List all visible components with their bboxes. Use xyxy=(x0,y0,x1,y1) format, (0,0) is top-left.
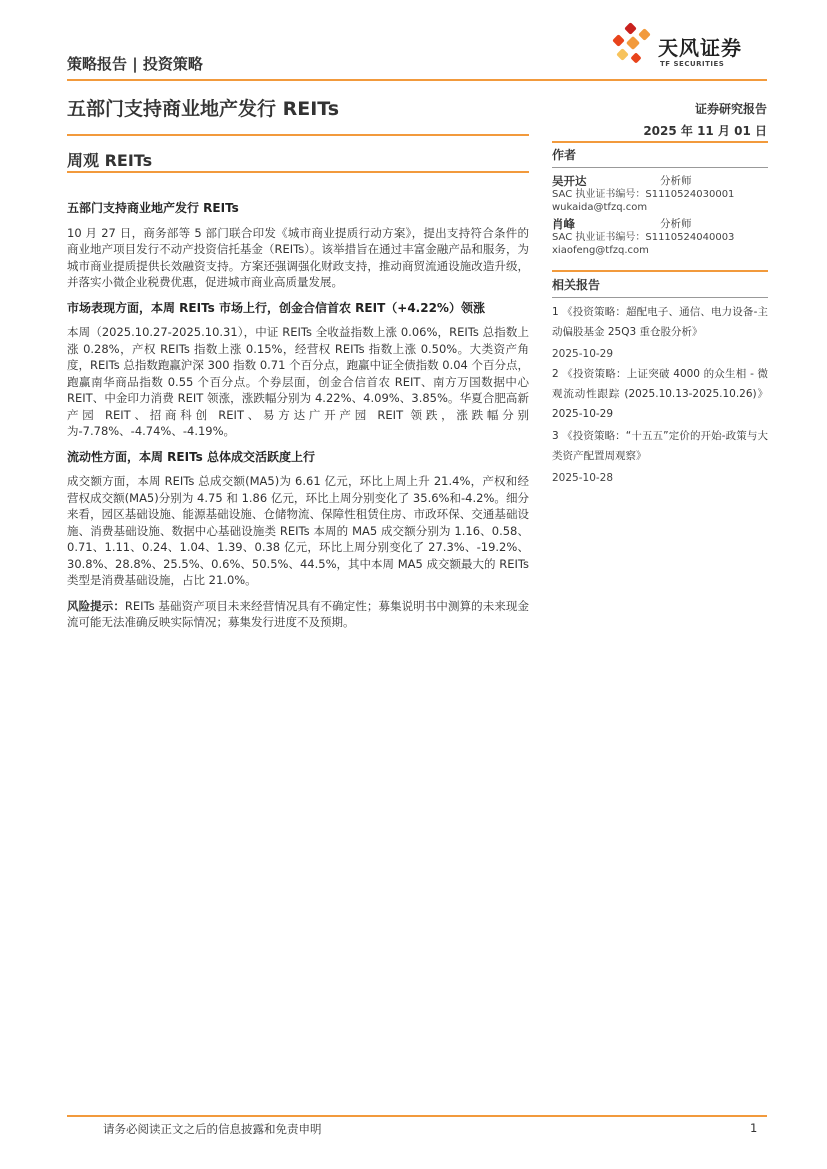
report-type: 证券研究报告 xyxy=(694,102,767,116)
subtitle-rule xyxy=(67,171,529,173)
related-report-link[interactable]: 2 《投资策略：上证突破 4000 的众生相 - 微观流动性跟踪 (2025.10.13-2025.10.26)》 2025-10-29 xyxy=(552,368,768,420)
risk-label: 风险提示： xyxy=(67,598,125,613)
risk-warning xyxy=(67,598,529,631)
author-sac: SAC 执业证书编号：S1110524030001 xyxy=(552,189,735,200)
logo-text-en: TF SECURITIES xyxy=(660,60,725,68)
report-category: 策略报告 | 投资策略 xyxy=(67,55,203,73)
section-heading: 流动性方面，本周 REITs 总体成交活跃度上行 xyxy=(67,449,315,464)
tf-securities-logo xyxy=(610,22,760,72)
authors-panel xyxy=(552,146,768,257)
author-sac: SAC 执业证书编号：S1110524040003 xyxy=(552,232,735,243)
author-name: 肖峰 xyxy=(552,217,575,231)
logo-text-cn: 天风证券 xyxy=(658,36,742,60)
authors-heading: 作者 xyxy=(552,148,577,162)
related-heading: 相关报告 xyxy=(552,278,601,292)
sidebar-rule xyxy=(552,141,768,143)
related-report-link[interactable]: 1 《投资策略：超配电子、通信、电力设备-主动偏股基金 25Q3 重仓股分析》 xyxy=(552,306,768,338)
divider xyxy=(552,297,768,298)
related-report-link[interactable]: 3 《投资策略：“十五五”定价的开始-政策与大类资产配置周观察》 xyxy=(552,430,768,462)
section-heading: 市场表现方面，本周 REITs 市场上行，创金合信首农 REIT（+4.22%）领涨 xyxy=(67,300,485,315)
author-role: 分析师 xyxy=(660,175,692,187)
author-email[interactable]: wukaida@tfzq.com xyxy=(552,202,648,213)
author-email[interactable]: xiaofeng@tfzq.com xyxy=(552,245,649,256)
page-title: 五部门支持商业地产发行 REITs xyxy=(67,98,340,120)
report-date: 2025 年 11 月 01 日 xyxy=(643,124,767,138)
author-card xyxy=(552,217,768,257)
footer-rule xyxy=(67,1115,767,1117)
header-rule xyxy=(67,79,767,81)
related-reports-panel xyxy=(552,276,768,488)
section-paragraph: 本周（2025.10.27-2025.10.31），中证 REITs 全收益指数上涨 0.06%，REITs 总指数上涨 0.28%，产权 REITs 指数上涨 0.15%，经营权 REITs 指数上涨 0.50%。大类资产角度，REITs 总指数跑赢沪深 300 指数 0.71 个百分点，跑赢中证全债指数 0.04 个百分点，跑赢南华商品指数 0.55 个百分点。个券层面，创金合信首农 REIT、南方万国数据中心 REIT、中金印力消费 REIT 领涨，涨跌幅分别为 4.22%、4.09%、3.85%。华夏合肥高新产园 REIT、招商科创 REIT、易方达广开产园 REIT 领跌，涨跌幅分别为-7.78%、-4.74%、-4.19%。 xyxy=(67,325,530,438)
footer-disclaimer: 请务必阅读正文之后的信息披露和免责申明 xyxy=(103,1122,322,1136)
divider xyxy=(552,167,768,168)
section-paragraph: 10 月 27 日，商务部等 5 部门联合印发《城市商业提质行动方案》，提出支持符合条件的商业地产项目发行不动产投资信托基金（REITs）。该举措旨在通过丰富金融产品和服务，为城市商业提质提供长效融资支持。方案还强调强化财政支持，推动商贸流通设施改造升级，并落实小微企业税费优惠，促进城市商业高质量发展。 xyxy=(67,225,529,289)
sidebar-rule xyxy=(552,270,768,272)
section-paragraph: 成交额方面，本周 REITs 总成交额(MA5)为 6.61 亿元，环比上周上升 21.4%，产权和经营权成交额(MA5)分别为 4.75 和 1.86 亿元，环比上周分别变化了 35.6%和-4.2%。细分来看，园区基础设施、能源基础设施、仓储物流、保障性租赁住房、市政环保、交通基础设施、消费基础设施、数据中心基础设施类 REITs 本周的 MA5 成交额分别为 1.16、0.58、0.71、1.11、0.24、1.04、1.39、0.38 亿元，环比上周分别变化了 27.3%、-19.2%、30.8%、28.8%、25.5%、0.6%、50.5%、44.5%，其中本周 MA5 成交额最大的 REITs 类型是消费基础设施，占比 21.0%。 xyxy=(67,474,529,587)
section-heading: 五部门支持商业地产发行 REITs xyxy=(67,201,239,215)
title-rule xyxy=(67,134,529,136)
logo-mark-icon xyxy=(624,22,637,35)
author-role: 分析师 xyxy=(660,218,692,230)
sub-title: 周观 REITs xyxy=(67,151,153,170)
risk-text: REITs 基础资产项目未来经营情况具有不确定性；募集说明书中测算的未来现金流可能无法准确反映实际情况；募集发行进度不及预期。 xyxy=(67,598,529,629)
author-name: 吴开达 xyxy=(552,174,587,188)
related-report-date: 2025-10-29 xyxy=(552,348,614,360)
main-content xyxy=(67,200,529,640)
related-report-date: 2025-10-28 xyxy=(552,472,614,484)
page-number: 1 xyxy=(750,1121,758,1135)
author-card xyxy=(552,174,768,214)
